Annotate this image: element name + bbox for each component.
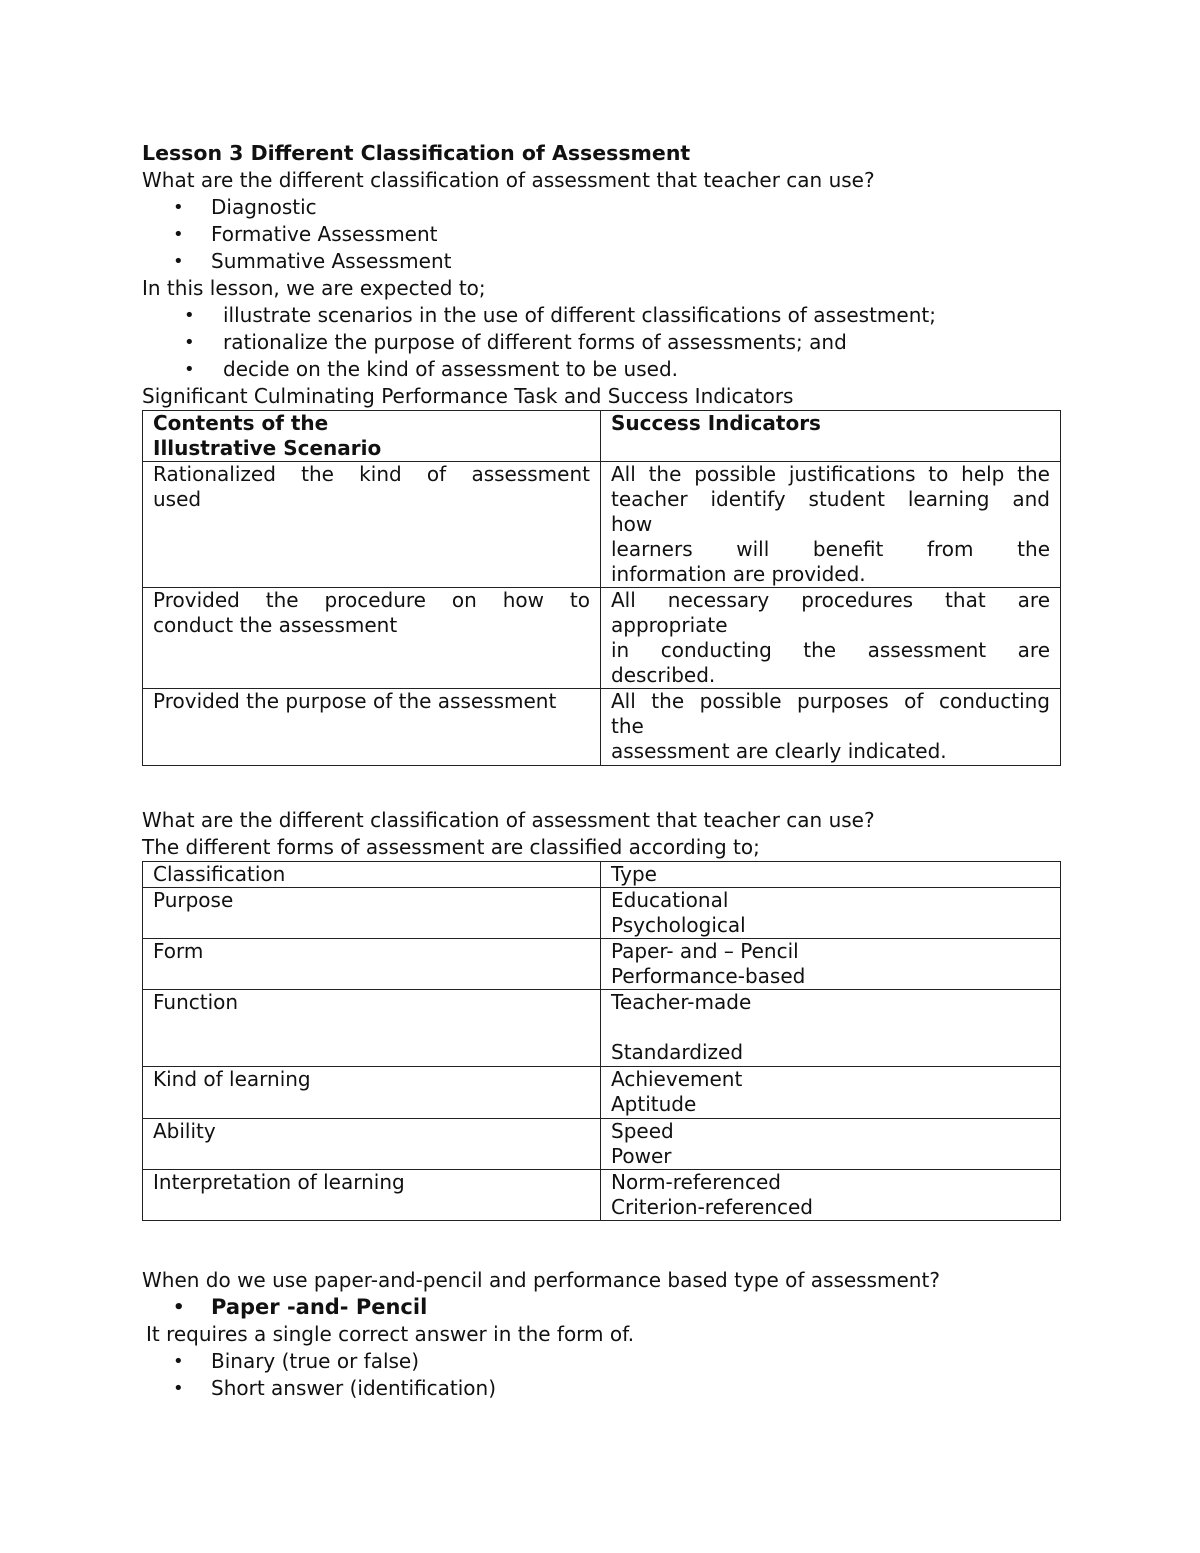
list-item: • Binary (true or false) [173,1349,420,1373]
table-header-cell: Contents of the Illustrative Scenario [143,411,601,462]
table-row [143,1067,1061,1119]
table-row [143,1119,1061,1170]
objectives-list [142,302,1060,383]
table-cell: Interpretation of learning [143,1170,601,1221]
table-cell: All necessary procedures that are appropriate in conducting the assessment are described. [601,588,1061,689]
table-cell: Educational Psychological [601,888,1061,939]
paper-pencil-heading-list [142,1294,1060,1321]
forms-intro: The different forms of assessment are classified according to; [142,835,760,859]
list-item: • rationalize the purpose of different forms of assessments; and [184,330,847,354]
table-cell: Provided the procedure on how to conduct the assessment [143,588,601,689]
question-paper-performance: When do we use paper-and-pencil and performance based type of assessment? [142,1268,940,1292]
table-row [143,888,1061,939]
table-row [143,1170,1061,1221]
table-cell: Rationalized the kind of assessment used [143,462,601,588]
expected-intro: In this lesson, we are expected to; [142,276,486,300]
table-cell: Function [143,990,601,1067]
success-indicators-table [142,410,1061,766]
table-row [143,588,1061,689]
table-cell: Speed Power [601,1119,1061,1170]
table-cell: Provided the purpose of the assessment [143,689,601,766]
table-header-cell: Type [601,862,1061,888]
task-heading: Significant Culminating Performance Task and Success Indicators [142,384,794,408]
bullet-icon: • [184,359,195,380]
table-cell: Teacher-made Standardized [601,990,1061,1067]
document-page [142,140,1060,1402]
bullet-icon: • [173,251,184,272]
table-row [143,990,1061,1067]
question-classification-repeat: What are the different classification of assessment that teacher can use? [142,808,875,832]
table-cell: All the possible purposes of conducting the assessment are clearly indicated. [601,689,1061,766]
bullet-icon: • [173,1378,184,1399]
list-item: • illustrate scenarios in the use of different classifications of assestment; [184,303,936,327]
table-header-cell: Success Indicators [601,411,1061,462]
bullet-icon: • [173,197,184,218]
list-item: • Formative Assessment [173,222,438,246]
table-header-row [143,862,1061,888]
table-cell: Purpose [143,888,601,939]
classification-type-table [142,861,1061,1221]
list-item: • Short answer (identification) [173,1376,497,1400]
table-header-cell: Classification [143,862,601,888]
table-cell: Paper- and – Pencil Performance-based [601,939,1061,990]
list-item: • Paper -and- Pencil [173,1295,428,1319]
question-classification: What are the different classification of assessment that teacher can use? [142,168,875,192]
table-cell: Norm-referenced Criterion-referenced [601,1170,1061,1221]
table-cell: Form [143,939,601,990]
table-row [143,939,1061,990]
lesson-title: Lesson 3 Different Classification of Assessment [142,141,691,165]
list-item: • Diagnostic [173,195,317,219]
bullet-icon: • [184,332,195,353]
classification-list [142,194,1060,275]
list-item: • decide on the kind of assessment to be used. [184,357,679,381]
table-row [143,689,1061,766]
paper-pencil-desc: It requires a single correct answer in the form of. [146,1322,635,1346]
table-cell: All the possible justifications to help the teacher identify student learning and how learners will benefit from the information are provided. [601,462,1061,588]
bullet-icon: • [184,305,195,326]
table-row [143,462,1061,588]
bullet-icon: • [173,1297,185,1318]
bullet-icon: • [173,224,184,245]
bullet-icon: • [173,1351,184,1372]
list-item: • Summative Assessment [173,249,452,273]
answer-forms-list [142,1348,1060,1402]
table-cell: Kind of learning [143,1067,601,1119]
table-header-row [143,411,1061,462]
table-cell: Ability [143,1119,601,1170]
table-cell: Achievement Aptitude [601,1067,1061,1119]
